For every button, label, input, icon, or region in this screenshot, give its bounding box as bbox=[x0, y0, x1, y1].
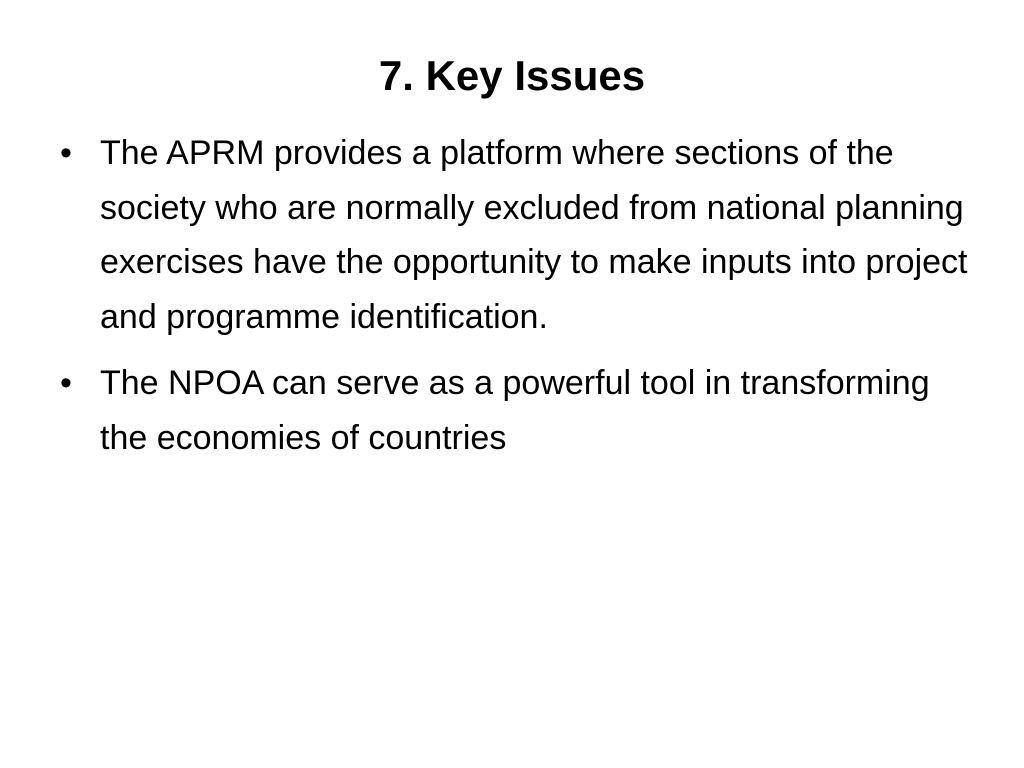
bullet-icon: • bbox=[60, 364, 72, 402]
slide-title: 7. Key Issues bbox=[378, 52, 646, 99]
list-item bbox=[60, 126, 980, 344]
bullet-list bbox=[60, 126, 980, 477]
bullet-icon: • bbox=[60, 134, 72, 172]
bullet-text: The NPOA can serve as a powerful tool in transforming the economies of countries bbox=[100, 364, 930, 457]
list-item bbox=[60, 356, 980, 465]
bullet-text: The APRM provides a platform where sections of the society who are normally excluded from national planning exercises have the opportunity to make inputs into project and programme identification. bbox=[100, 134, 968, 336]
